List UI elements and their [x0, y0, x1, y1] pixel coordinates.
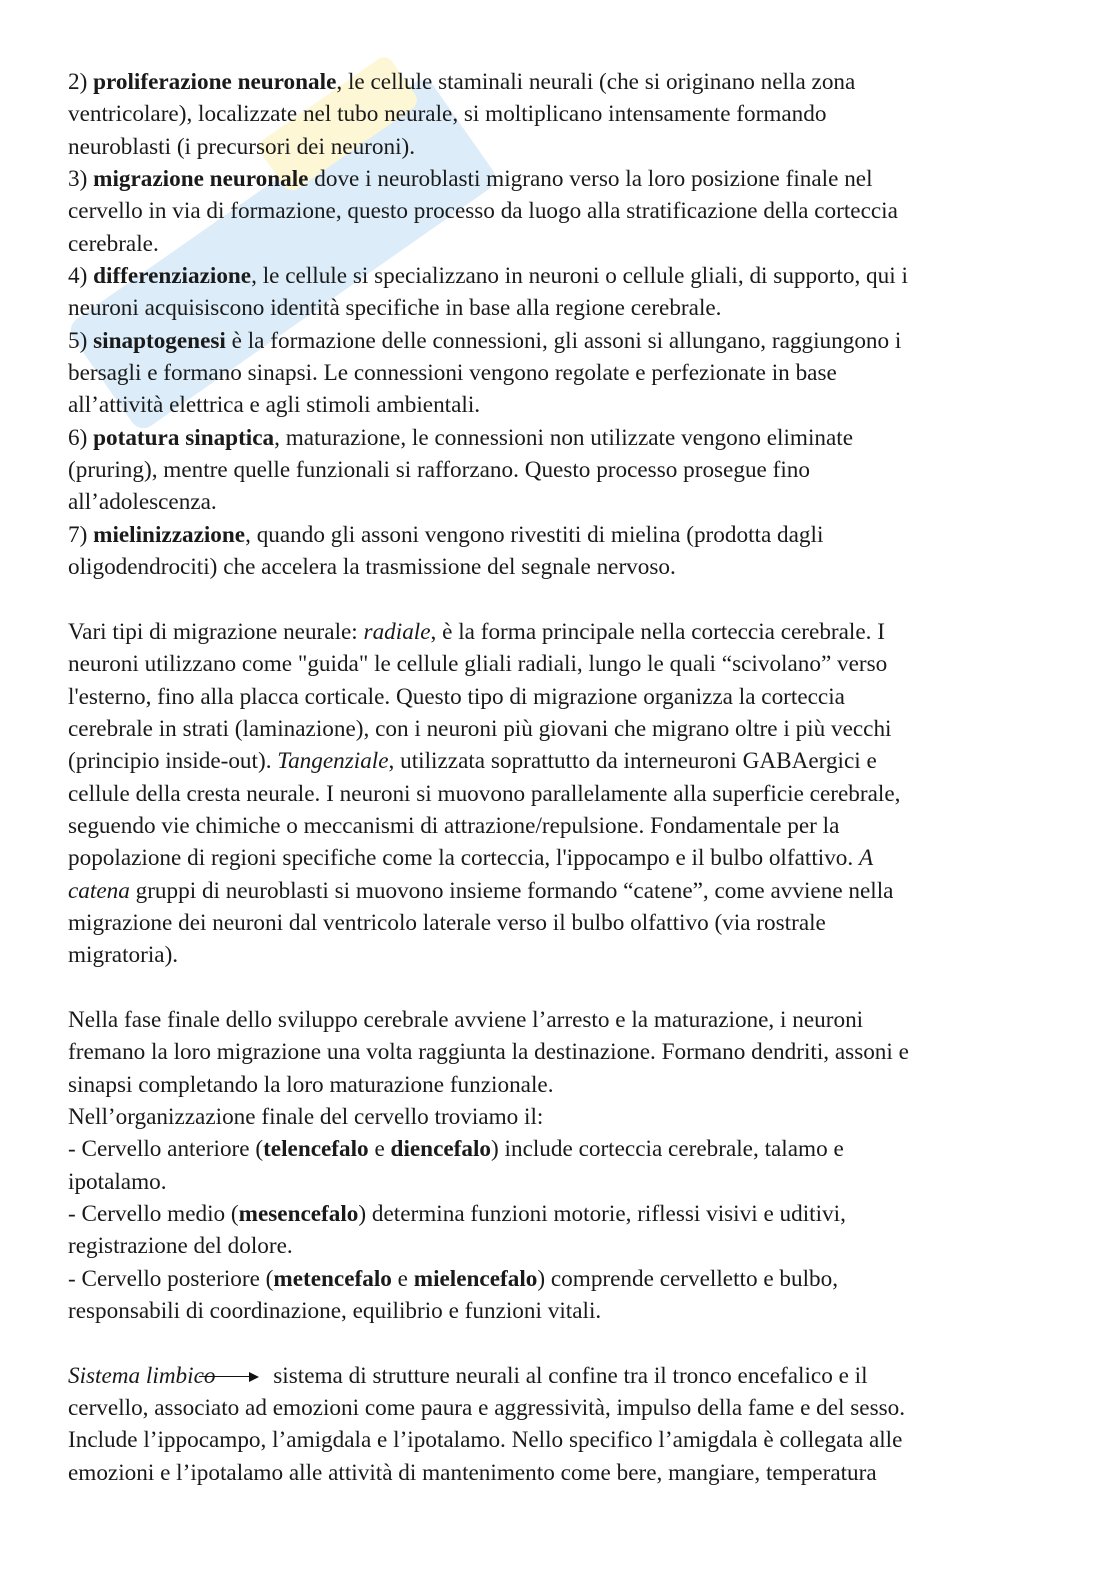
text-line [68, 778, 1058, 810]
text-run: gruppi di neuroblasti si muovono insieme formando “catene”, come avviene nella [129, 877, 894, 904]
text-line [68, 1424, 1058, 1456]
text-run: neuroni utilizzano come "guida" le cellule gliali radiali, lungo le quali “scivolano” verso [68, 651, 888, 678]
bold-term: mielinizzazione [93, 521, 246, 548]
text-line [68, 1295, 1058, 1327]
text-run: e [368, 1136, 391, 1163]
text-run: responsabili di coordinazione, equilibrio e funzioni vitali. [68, 1298, 602, 1325]
bold-term: metencefalo [273, 1265, 392, 1292]
text-run: popolazione di regioni specifiche come la corteccia, l'ippocampo e il bulbo olfattivo. [68, 845, 859, 872]
text-line [68, 616, 1058, 648]
text-run: 5) [68, 327, 94, 354]
text-line [68, 1036, 1058, 1068]
bold-term: telencefalo [263, 1136, 369, 1163]
text-run: all’adolescenza. [68, 489, 217, 516]
text-run: 4) [68, 263, 94, 290]
text-run: , maturazione, le connessioni non utilizzate vengono eliminate [274, 424, 854, 451]
text-run: cervello, associato ad emozioni come paura e aggressività, impulso della fame e del sesso. [68, 1395, 906, 1422]
text-run: bersagli e formano sinapsi. Le connessioni vengono regolate e perfezionate in base [68, 360, 837, 387]
text-run: neuroblasti (i precursori dei neuroni). [68, 133, 416, 160]
text-run: ) determina funzioni motorie, riflessi visivi e uditivi, [358, 1201, 846, 1228]
text-line [68, 713, 1058, 745]
text-run: sistema di strutture neurali al confine tra il tronco encefalico e il [267, 1362, 868, 1389]
text-line [68, 98, 1058, 130]
text-line [68, 1360, 1058, 1392]
text-line [68, 1133, 1058, 1165]
text-run: - Cervello posteriore ( [68, 1265, 274, 1292]
text-run: , le cellule si specializzano in neuroni o cellule gliali, di supporto, qui i [251, 263, 908, 290]
text-line [68, 131, 1058, 163]
text-run: Nella fase finale dello sviluppo cerebrale avviene l’arresto e la maturazione, i neuroni [68, 1006, 864, 1033]
text-line [68, 486, 1058, 518]
bold-term: sinaptogenesi [93, 327, 226, 354]
text-line [68, 1263, 1058, 1295]
bold-term: differenziazione [93, 263, 252, 290]
text-run: (principio inside-out). [68, 748, 278, 775]
text-line [68, 195, 1058, 227]
blank-line [68, 584, 1058, 616]
text-line [68, 1457, 1058, 1489]
italic-term: Tangenziale [277, 748, 389, 775]
text-line [68, 551, 1058, 583]
text-line [68, 939, 1058, 971]
text-line [68, 907, 1058, 939]
bold-term: potatura sinaptica [93, 424, 275, 451]
text-run: , le cellule staminali neurali (che si originano nella zona [336, 69, 856, 95]
text-run: - Cervello medio ( [68, 1201, 239, 1228]
bold-term: proliferazione neuronale [93, 69, 337, 95]
italic-term: Sistema limbico [68, 1362, 216, 1389]
text-line [68, 1004, 1058, 1036]
text-run: cervello in via di formazione, questo processo da luogo alla stratificazione della corteccia [68, 198, 898, 225]
document-body [68, 66, 1058, 1489]
text-run: ) comprende cervelletto e bulbo, [537, 1265, 839, 1292]
text-run: registrazione del dolore. [68, 1233, 293, 1260]
text-line [68, 519, 1058, 551]
italic-term: radiale [363, 618, 431, 645]
text-line [68, 745, 1058, 777]
text-run: cellule della cresta neurale. I neuroni si muovono parallelamente alla superficie cerebrale, [68, 780, 901, 807]
text-run: Vari tipi di migrazione neurale: [68, 618, 364, 645]
text-run: 3) [68, 166, 94, 193]
bold-term: migrazione neuronale [93, 166, 309, 193]
text-run: Nell’organizzazione finale del cervello troviamo il: [68, 1104, 544, 1130]
text-line [68, 454, 1058, 486]
text-run: Include l’ippocampo, l’amigdala e l’ipotalamo. Nello specifico l’amigdala è collegata alle [68, 1427, 903, 1454]
text-run: 2) [68, 69, 94, 95]
text-line [68, 842, 1058, 874]
text-run: l'esterno, fino alla placca corticale. Questo tipo di migrazione organizza la corteccia [68, 683, 845, 710]
text-run: ipotalamo. [68, 1168, 167, 1195]
text-line [68, 163, 1058, 195]
text-run: - Cervello anteriore ( [68, 1136, 264, 1163]
text-line [68, 1069, 1058, 1101]
text-line [68, 810, 1058, 842]
text-line [68, 292, 1058, 324]
text-line [68, 228, 1058, 260]
text-line [68, 66, 1058, 98]
text-run: sinapsi completando la loro maturazione funzionale. [68, 1071, 554, 1098]
text-line [68, 422, 1058, 454]
text-line [68, 325, 1058, 357]
text-run: è la formazione delle connessioni, gli assoni si allungano, raggiungono i [225, 327, 902, 354]
text-run: all’attività elettrica e agli stimoli ambientali. [68, 392, 481, 419]
text-run: emozioni e l’ipotalamo alle attività di mantenimento come bere, mangiare, temperatura [68, 1459, 877, 1486]
text-run: migratoria). [68, 942, 179, 969]
bold-term: diencefalo [390, 1136, 492, 1163]
blank-line [68, 972, 1058, 1004]
text-line [68, 1101, 1058, 1133]
text-line [68, 681, 1058, 713]
text-run: ventricolare), localizzate nel tubo neurale, si moltiplicano intensamente formando [68, 101, 827, 128]
text-run: oligodendrociti) che accelera la trasmissione del segnale nervoso. [68, 554, 676, 581]
italic-term: catena [68, 877, 130, 904]
text-run: seguendo vie chimiche o meccanismi di attrazione/repulsione. Fondamentale per la [68, 812, 840, 839]
text-line [68, 1230, 1058, 1262]
text-line [68, 357, 1058, 389]
text-line [68, 875, 1058, 907]
text-run: cerebrale in strati (laminazione), con i neuroni più giovani che migrano oltre i più vecchi [68, 715, 892, 742]
text-run: cerebrale. [68, 230, 159, 257]
text-run: fremano la loro migrazione una volta raggiunta la destinazione. Formano dendriti, assoni e [68, 1039, 909, 1066]
text-run: , è la forma principale nella corteccia cerebrale. I [430, 618, 885, 645]
text-line [68, 1198, 1058, 1230]
text-run: , quando gli assoni vengono rivestiti di mielina (prodotta dagli [245, 521, 824, 548]
text-run: ) include corteccia cerebrale, talamo e [491, 1136, 844, 1163]
blank-line [68, 1327, 1058, 1359]
text-run: (pruring), mentre quelle funzionali si rafforzano. Questo processo prosegue fino [68, 457, 810, 484]
text-line [68, 1392, 1058, 1424]
text-run: neuroni acquisiscono identità specifiche in base alla regione cerebrale. [68, 295, 722, 322]
text-line [68, 1166, 1058, 1198]
text-line [68, 389, 1058, 421]
text-run: e [391, 1265, 414, 1292]
text-line [68, 648, 1058, 680]
text-run: migrazione dei neuroni dal ventricolo laterale verso il bulbo olfattivo (via rostrale [68, 909, 826, 936]
arrow-right-icon [199, 1372, 259, 1382]
text-run: , utilizzata soprattutto da interneuroni GABAergici e [388, 748, 877, 775]
bold-term: mielencefalo [413, 1265, 538, 1292]
text-run: 7) [68, 521, 94, 548]
text-run: 6) [68, 424, 94, 451]
bold-term: mesencefalo [238, 1201, 359, 1228]
text-run: dove i neuroblasti migrano verso la loro posizione finale nel [308, 166, 873, 193]
text-line [68, 260, 1058, 292]
italic-term: A [859, 845, 874, 872]
